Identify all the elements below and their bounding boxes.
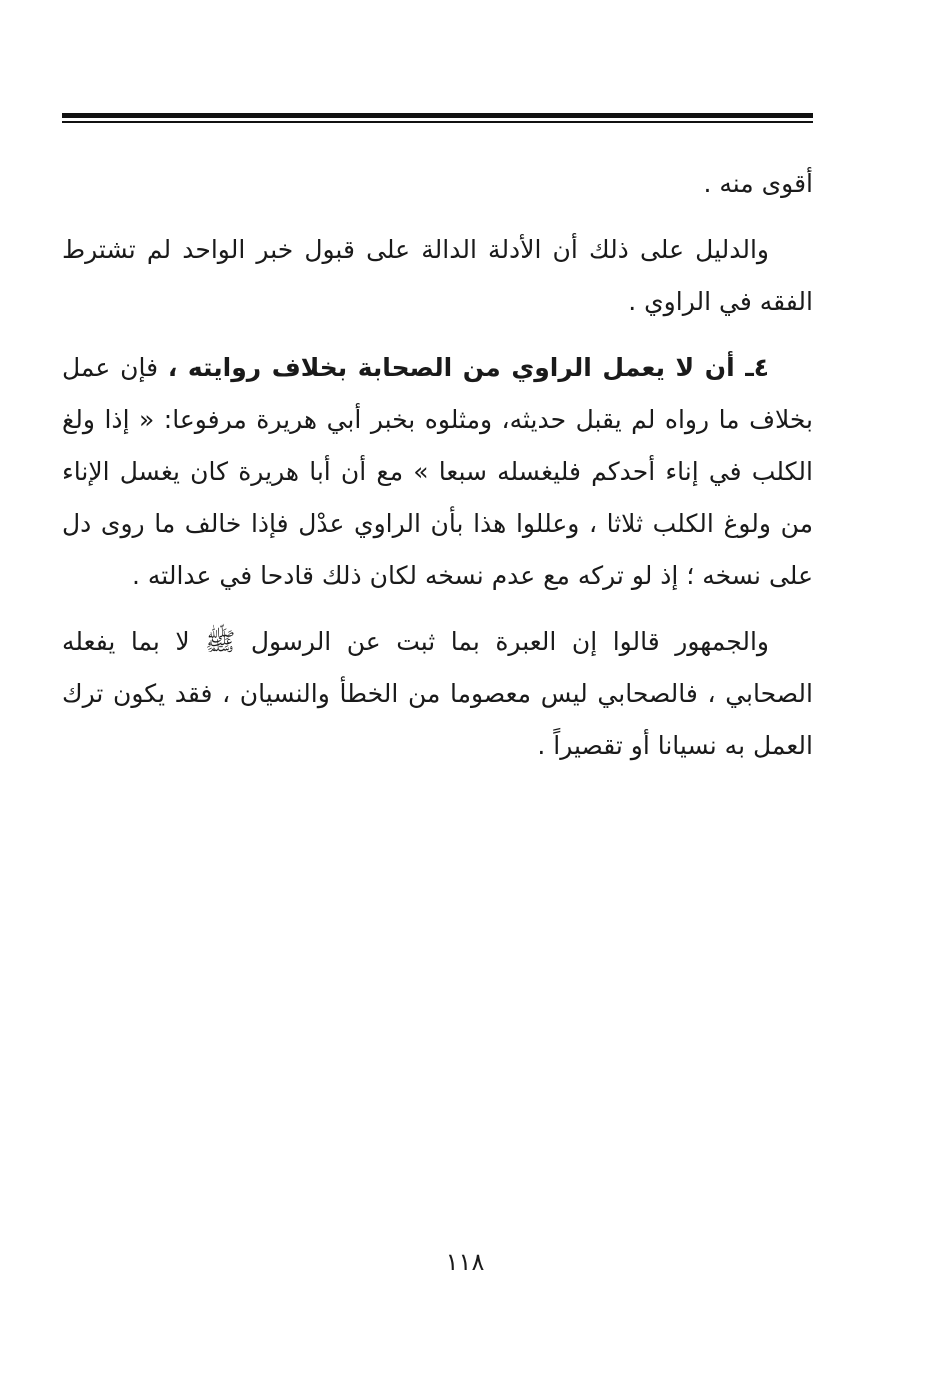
- paragraph-text: أقوى منه .: [703, 169, 813, 198]
- page-number: ١١٨: [445, 1248, 485, 1276]
- paragraph-text: والدليل على ذلك أن الأدلة الدالة على قبول خبر الواحد لم تشترط الفقه في الراوي .: [62, 235, 813, 316]
- paragraph-text: فإن عمل بخلاف ما رواه لم يقبل حديثه، ومثلوه بخبر أبي هريرة مرفوعا: « إذا ولغ الكلب في إناء أحدكم فليغسله سبعا » مع أن أبا هريرة كان يغسل الإناء من ولوغ الكلب ثلاثا ، وعللوا هذا بأن الراوي عدْل فإذا خالف ما روى دل على نسخه ؛ إذ لو تركه مع عدم نسخه لكان ذلك قادحا في عدالته .: [62, 353, 813, 590]
- header-rule-thin: [62, 121, 813, 123]
- paragraph-text: والجمهور قالوا إن العبرة بما ثبت عن الرسول ﷺ لا بما يفعله الصحابي ، فالصحابي ليس معصوما من الخطأ والنسيان ، فقد يكون ترك العمل به نسيانا أو تقصيراً .: [62, 627, 813, 760]
- paragraph-condition-four: [62, 342, 813, 602]
- header-rule-thick: [62, 113, 813, 118]
- body-text: [62, 158, 813, 772]
- paragraph-majority-view: [62, 616, 813, 772]
- paragraph-continuation: [62, 158, 813, 210]
- paragraph-evidence: [62, 224, 813, 328]
- paragraph-heading: ٤ـ أن لا يعمل الراوي من الصحابة بخلاف روايته ،: [167, 353, 770, 382]
